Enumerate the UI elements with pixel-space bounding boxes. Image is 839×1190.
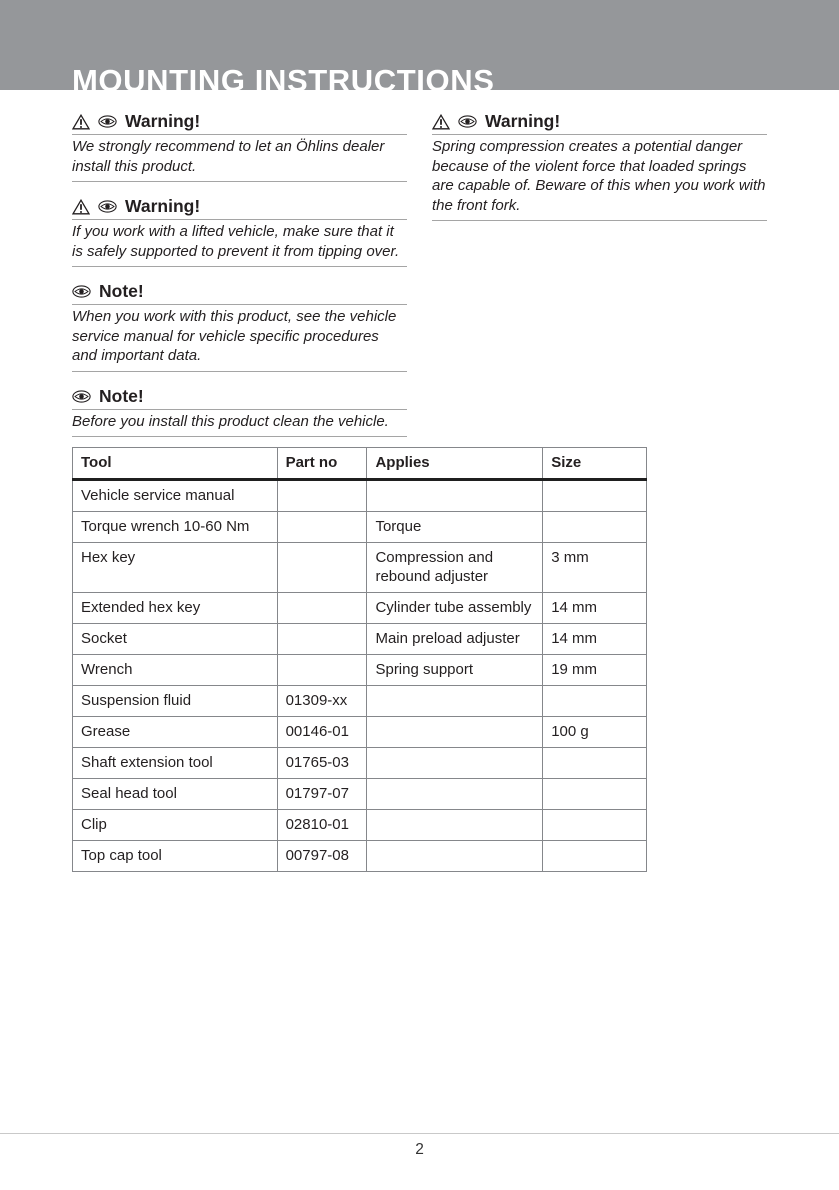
warning-section [72, 196, 407, 267]
table-cell: Torque [367, 512, 543, 543]
notice-heading-label: Note! [99, 385, 144, 406]
column-header-part-no: Part no [277, 448, 367, 480]
right-column [432, 111, 767, 451]
warning-triangle-icon [72, 114, 90, 130]
notice-body-text: Before you install this product clean the vehicle. [72, 410, 407, 438]
table-row [73, 543, 647, 593]
table-cell [277, 543, 367, 593]
notice-body-text: Spring compression creates a potential danger because of the violent force that loaded springs are capable of. Beware of this when you work with the front fork. [432, 135, 767, 221]
table-cell: Torque wrench 10-60 Nm [73, 512, 278, 543]
table-cell [367, 810, 543, 841]
table-row [73, 810, 647, 841]
table-cell: Wrench [73, 655, 278, 686]
table-cell: Extended hex key [73, 593, 278, 624]
tools-table-container [72, 447, 647, 872]
table-cell [367, 480, 543, 512]
footer-divider [0, 1133, 839, 1134]
column-header-tool: Tool [73, 448, 278, 480]
table-row [73, 480, 647, 512]
notice-heading [72, 281, 407, 305]
table-cell: Suspension fluid [73, 686, 278, 717]
page-title: MOUNTING INSTRUCTIONS [72, 63, 495, 90]
notice-heading-label: Note! [99, 281, 144, 301]
notice-heading [72, 196, 407, 220]
table-cell: Compression and rebound adjuster [367, 543, 543, 593]
table-cell: Seal head tool [73, 779, 278, 810]
table-cell: Cylinder tube assembly [367, 593, 543, 624]
page-number: 2 [415, 1141, 424, 1158]
table-row [73, 841, 647, 872]
table-header-row [73, 448, 647, 480]
warning-section [432, 111, 767, 221]
table-cell: 100 g [543, 717, 647, 748]
notice-heading-label: Warning! [125, 196, 201, 216]
table-cell: 00146-01 [277, 717, 367, 748]
eye-icon [458, 115, 477, 128]
table-cell [277, 512, 367, 543]
table-cell: Top cap tool [73, 841, 278, 872]
eye-icon [72, 390, 91, 403]
table-cell [367, 841, 543, 872]
table-cell: 3 mm [543, 543, 647, 593]
table-row [73, 779, 647, 810]
table-cell: Grease [73, 717, 278, 748]
table-cell [277, 593, 367, 624]
table-cell [543, 779, 647, 810]
table-cell: Spring support [367, 655, 543, 686]
notice-heading-label: Warning! [485, 111, 561, 131]
column-header-applies: Applies [367, 448, 543, 480]
table-cell: Vehicle service manual [73, 480, 278, 512]
table-row [73, 655, 647, 686]
notice-body-text: If you work with a lifted vehicle, make sure that it is safely supported to prevent it from tipping over. [72, 220, 407, 267]
table-cell: 14 mm [543, 593, 647, 624]
tools-table [72, 447, 647, 872]
table-cell [543, 841, 647, 872]
eye-icon [98, 115, 117, 128]
table-cell: Shaft extension tool [73, 748, 278, 779]
table-cell: 02810-01 [277, 810, 367, 841]
column-header-size: Size [543, 448, 647, 480]
table-cell: 19 mm [543, 655, 647, 686]
table-row [73, 717, 647, 748]
table-cell [277, 480, 367, 512]
table-cell [367, 779, 543, 810]
notice-heading-label: Warning! [125, 111, 201, 131]
table-cell: Socket [73, 624, 278, 655]
note-section [72, 281, 407, 372]
table-cell [543, 480, 647, 512]
table-cell [543, 686, 647, 717]
eye-icon [98, 200, 117, 213]
table-row [73, 686, 647, 717]
table-cell [543, 810, 647, 841]
left-column [72, 111, 407, 451]
notice-heading [72, 111, 407, 135]
table-cell: Hex key [73, 543, 278, 593]
table-cell: Clip [73, 810, 278, 841]
notice-heading [72, 386, 407, 410]
table-cell [367, 686, 543, 717]
warning-triangle-icon [72, 199, 90, 215]
table-cell [367, 748, 543, 779]
notice-body-text: When you work with this product, see the vehicle service manual for vehicle specific procedures and important data. [72, 305, 407, 372]
eye-icon [72, 285, 91, 298]
warning-triangle-icon [432, 114, 450, 130]
header-bar [0, 0, 839, 90]
table-cell: 01765-03 [277, 748, 367, 779]
table-cell [277, 624, 367, 655]
table-row [73, 748, 647, 779]
table-cell: 14 mm [543, 624, 647, 655]
table-cell [543, 512, 647, 543]
table-cell: 00797-08 [277, 841, 367, 872]
table-cell [543, 748, 647, 779]
notices-area [72, 111, 767, 451]
notice-heading [432, 111, 767, 135]
table-cell [277, 655, 367, 686]
table-row [73, 624, 647, 655]
table-cell: Main preload adjuster [367, 624, 543, 655]
note-section [72, 386, 407, 438]
table-row [73, 512, 647, 543]
notice-body-text: We strongly recommend to let an Öhlins dealer install this product. [72, 135, 407, 182]
warning-section [72, 111, 407, 182]
table-cell: 01309-xx [277, 686, 367, 717]
table-row [73, 593, 647, 624]
table-cell: 01797-07 [277, 779, 367, 810]
table-cell [367, 717, 543, 748]
